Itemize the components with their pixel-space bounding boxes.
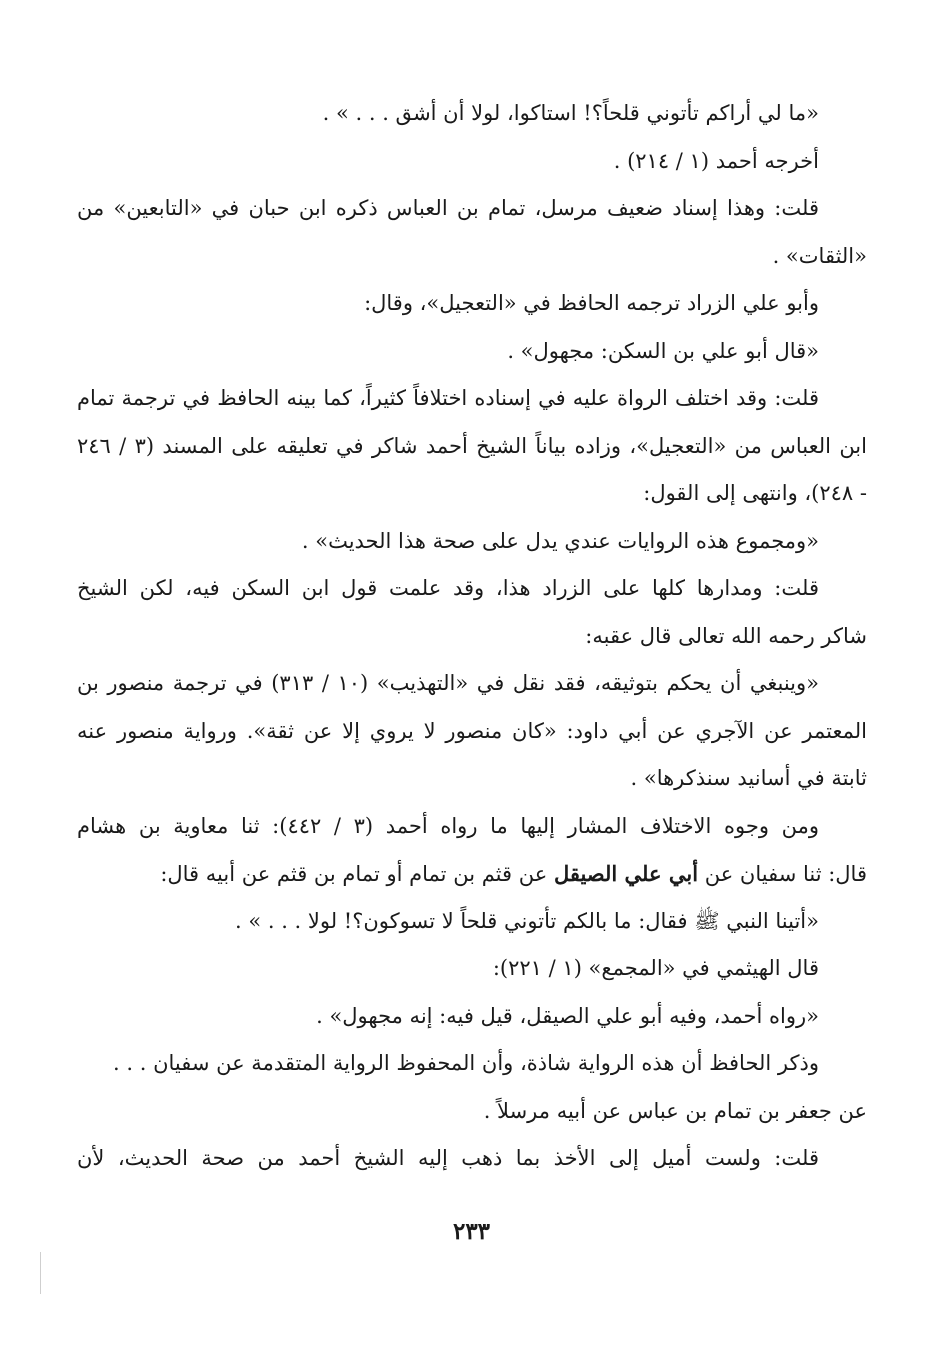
text-line: قلت: وقد اختلف الرواة عليه في إسناده اختلافاً كثيراً، كما بينه الحافظ في ترجمة تمام	[77, 386, 819, 410]
text-segment: عن قثم بن تمام أو تمام بن قثم عن أبيه قال:	[160, 862, 554, 886]
text-line: وأبو علي الزراد ترجمه الحافظ في «التعجيل»، وقال:	[364, 291, 819, 315]
narrator-name: أبي علي الصيقل	[553, 861, 699, 886]
text-line: شاكر رحمه الله تعالى قال عقبه:	[585, 623, 867, 648]
quote-line: «أتينا النبي ﷺ فقال: ما بالكم تأتوني قلحاً لا تسوكون؟! لولا . . . » .	[234, 908, 819, 933]
text-line: عن جعفر بن تمام بن عباس عن أبيه مرسلاً .	[483, 1098, 867, 1123]
text-line: أخرجه أحمد (١ / ٢١٤) .	[613, 148, 819, 173]
quote-line: «وينبغي أن يحكم بتوثيقه، فقد نقل في «التهذيب» (١٠ / ٣١٣) في ترجمة منصور بن	[77, 671, 819, 695]
quote-line: «قال أبو علي بن السكن: مجهول» .	[507, 338, 819, 363]
text-line: ومن وجوه الاختلاف المشار إليها ما رواه أحمد (٣ / ٤٤٢): ثنا معاوية بن هشام	[77, 813, 819, 838]
text-line: وذكر الحافظ أن هذه الرواية شاذة، وأن المحفوظ الرواية المتقدمة عن سفيان . . .	[113, 1051, 819, 1075]
text-segment: قال: ثنا سفيان عن	[698, 862, 867, 886]
text-line: «الثقات» .	[772, 243, 867, 268]
text-line: ابن العباس من «التعجيل»، وزاده بياناً الشيخ أحمد شاكر في تعليقه على المسند (٣ / ٢٤٦	[77, 433, 867, 458]
quote-line: «ما لي أراكم تأتوني قلحاً؟! استاكوا، لولا أن أشق . . . » .	[322, 101, 819, 125]
text-line	[77, 850, 867, 898]
quote-line: «ومجموع هذه الروايات عندي يدل على صحة هذا الحديث» .	[301, 528, 819, 553]
page-body	[77, 90, 867, 1183]
quote-line: «رواه أحمد، وفيه أبو علي الصيقل، قيل فيه: إنه مجهول» .	[316, 1003, 819, 1028]
quote-line: ثابتة في أسانيد سنذكرها» .	[630, 766, 867, 790]
text-line: قلت: ولست أميل إلى الأخذ بما ذهب إليه الشيخ أحمد من صحة الحديث، لأن	[77, 1146, 819, 1170]
quote-line: المعتمر عن الآجري عن أبي داود: «كان منصور لا يروي إلا عن ثقة». ورواية منصور عنه	[77, 718, 867, 743]
page-number: ٢٣٣	[452, 1218, 491, 1245]
text-line: قال الهيثمي في «المجمع» (١ / ٢٢١):	[492, 956, 819, 980]
text-line: قلت: وهذا إسناد ضعيف مرسل، تمام بن العباس ذكره ابن حبان في «التابعين» من	[77, 196, 819, 220]
text-line: قلت: ومدارها كلها على الزراد هذا، وقد علمت قول ابن السكن فيه، لكن الشيخ	[77, 576, 819, 600]
text-line: - ٢٤٨)، وانتهى إلى القول:	[643, 481, 867, 505]
scan-mark	[40, 1252, 41, 1294]
